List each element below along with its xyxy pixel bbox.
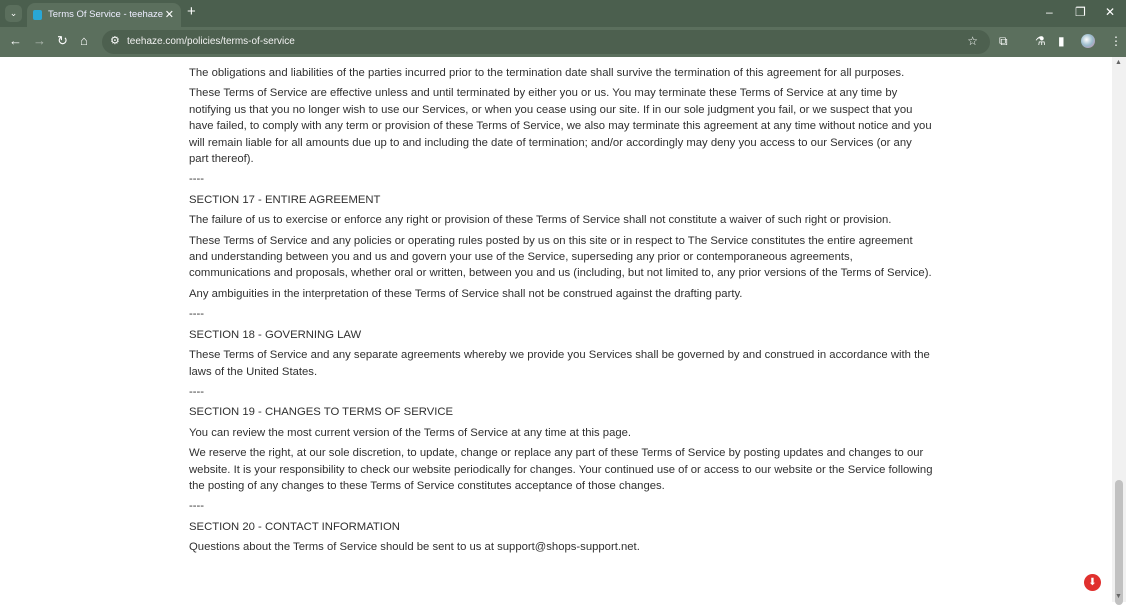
home-button[interactable]: ⌂ — [80, 33, 88, 48]
tab-search-button[interactable]: ⌄ — [5, 5, 22, 22]
address-bar[interactable] — [102, 30, 990, 54]
paragraph: These Terms of Service are effective unless and until terminated by either you or us. You may terminate these Terms of Service at any time by notifying us that you no longer wish to use our Services, or when you cease using our site. If in our sole judgment you fail, or we suspect that you have failed, to comply with any term or provision of these Terms of Service, we also may terminate this agreement at any time without notice and you will remain liable for all amounts due up to and including the date of termination; and/or accordingly may deny you access to our Services (or any part thereof). — [189, 87, 932, 166]
divider-text: ---- — [189, 173, 205, 186]
tab-strip — [0, 0, 1126, 27]
chat-widget-button[interactable]: ⬇ — [1084, 574, 1101, 591]
paragraph: These Terms of Service and any separate agreements whereby we provide you Services shall be governed by and construed in accordance with the laws of the United States. — [189, 349, 930, 378]
divider-text: ---- — [189, 500, 205, 513]
forward-button[interactable]: → — [33, 33, 46, 48]
close-tab-icon[interactable]: ✕ — [164, 9, 174, 21]
back-button[interactable]: ← — [9, 33, 22, 48]
profile-avatar[interactable] — [1081, 34, 1095, 48]
paragraph: We reserve the right, at our sole discretion, to update, change or replace any part of these Terms of Service by posting updates and changes to our website. It is your responsibility to check our website periodically for changes. Your continued use of or access to our website or the Service following the posting of any changes to these Terms of Service constitutes acceptance of those changes. — [189, 447, 933, 492]
contact-paragraph: Questions about the Terms of Service should be sent to us at support@shops-support.net. — [189, 541, 640, 554]
paragraph: Any ambiguities in the interpretation of these Terms of Service shall not be construed against the drafting party. — [189, 287, 743, 300]
scrollbar-thumb[interactable] — [1115, 480, 1123, 605]
section-heading: SECTION 20 - CONTACT INFORMATION — [189, 520, 400, 533]
divider-text: ---- — [189, 385, 205, 398]
browser-tab[interactable] — [27, 3, 181, 27]
paragraph: These Terms of Service and any policies or operating rules posted by us on this site or in respect to The Service constitutes the entire agreement and understanding between you and us and govern your use of the Service, superseding any prior or contemporaneous agreements, communications and proposals, whether oral or written, between you and us (including, but not limited to, any prior versions of the Terms of Service). — [189, 234, 932, 280]
minimize-button[interactable]: – — [1046, 5, 1053, 19]
bookmark-star-icon[interactable]: ☆ — [967, 34, 978, 48]
paragraph: You can review the most current version of the Terms of Service at any time at this page. — [189, 426, 632, 439]
paragraph: The failure of us to exercise or enforce any right or provision of these Terms of Service shall not constitute a waiver of such right or provision. — [189, 214, 892, 227]
site-info-icon[interactable]: ⚙ — [110, 35, 120, 47]
paragraph: The obligations and liabilities of the parties incurred prior to the termination date shall survive the termination of this agreement for all purposes. — [189, 67, 905, 79]
section-heading: SECTION 17 - ENTIRE AGREEMENT — [189, 193, 381, 206]
new-tab-button[interactable]: + — [187, 3, 196, 20]
section-heading: SECTION 18 - GOVERNING LAW — [189, 328, 362, 341]
menu-icon[interactable]: ⋮ — [1110, 34, 1122, 48]
toolbar — [0, 27, 1126, 57]
section-heading: SECTION 19 - CHANGES TO TERMS OF SERVICE — [189, 406, 454, 419]
divider-text: ---- — [189, 308, 205, 321]
scrollbar[interactable] — [1112, 57, 1126, 602]
extensions-icon[interactable]: ⧉ — [999, 34, 1008, 48]
labs-flask-icon[interactable]: ⚗ — [1035, 34, 1046, 48]
url-text[interactable]: teehaze.com/policies/terms-of-service — [127, 36, 295, 47]
site-favicon-icon — [33, 10, 42, 20]
tab-title: Terms Of Service - teehaze — [48, 9, 164, 20]
close-window-button[interactable]: ✕ — [1105, 5, 1116, 19]
side-panel-icon[interactable]: ▮ — [1058, 34, 1065, 48]
terms-content — [189, 65, 934, 560]
reload-button[interactable]: ↻ — [57, 33, 68, 48]
scroll-down-icon[interactable]: ▼ — [1115, 593, 1122, 600]
restore-button[interactable]: ❐ — [1075, 5, 1086, 19]
scroll-up-icon[interactable]: ▲ — [1115, 59, 1122, 66]
